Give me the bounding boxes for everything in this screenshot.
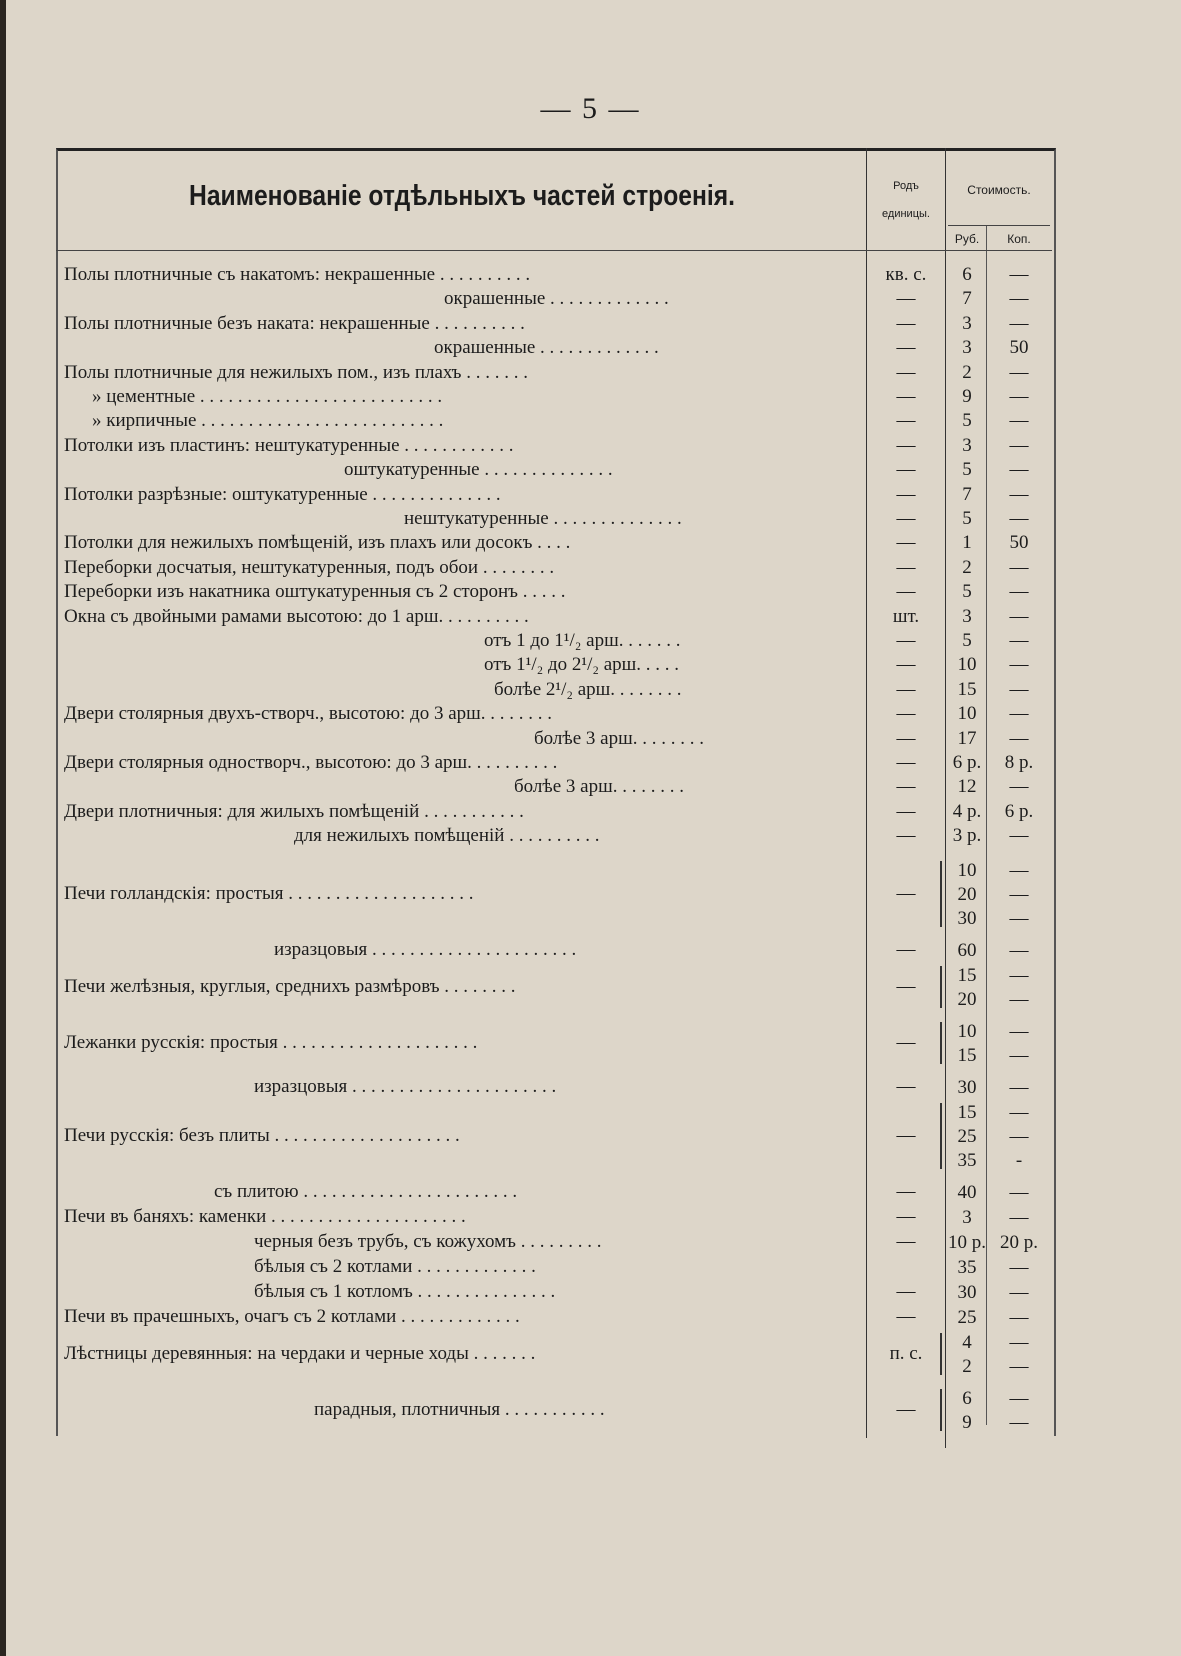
row-rub: 4 р. (952, 800, 982, 822)
row-description: Печи голландскія: простыя . . . . . . . . . . . . . . . . . . . . (64, 883, 474, 905)
row-description: Печи въ прачешныхъ, очагъ съ 2 котлами . . . . . . . . . . . . . (64, 1306, 520, 1328)
row-unit: — (896, 483, 916, 505)
row-rub: 7 (962, 288, 972, 310)
row-description: » кирпичные . . . . . . . . . . . . . . . . . . . . . . . . . . (92, 410, 444, 432)
row-unit: — (896, 312, 916, 334)
table-row (0, 1330, 1181, 1378)
row-kop: — (1009, 630, 1029, 651)
row-rub: 15 (957, 1101, 977, 1123)
row-rub: 3 (962, 337, 972, 359)
row-unit: — (896, 800, 916, 822)
table-row (0, 1280, 1181, 1304)
row-rub: 9 (962, 386, 972, 407)
row-kop: — (1009, 703, 1029, 725)
row-description: черныя безъ трубъ, съ кожухомъ . . . . . . . . . (254, 1231, 602, 1253)
row-description: » цементные . . . . . . . . . . . . . . . . . . . . . . . . . . (92, 386, 443, 407)
row-unit: — (896, 703, 916, 725)
row-rub: 3 (962, 312, 972, 334)
row-unit: — (896, 825, 916, 847)
table-row (0, 1180, 1181, 1204)
row-description: отъ 1¹/₂ до 2¹/₂ арш. . . . . (484, 654, 680, 676)
unit-header-line-1: Родъ (893, 180, 919, 192)
table-row (0, 262, 1181, 287)
row-rub: 35 (957, 1149, 977, 1171)
row-kop: — (1009, 556, 1029, 578)
row-kop: — (1009, 1125, 1029, 1147)
row-unit: — (896, 1231, 916, 1253)
row-rub: 30 (957, 1281, 977, 1303)
row-kop: — (1009, 776, 1029, 798)
row-rub: 25 (957, 1125, 977, 1147)
row-kop: — (1009, 1101, 1029, 1123)
row-description: Окна съ двойными рамами высотою: до 1 арш. . . . . . . . . . (64, 605, 529, 627)
table-row (0, 1075, 1181, 1099)
row-kop: — (1009, 1044, 1029, 1066)
row-kop: — (1009, 883, 1029, 905)
row-unit: — (896, 581, 916, 603)
table-row (0, 823, 1181, 848)
row-rub: 2 (962, 361, 972, 383)
row-rub: 5 (962, 410, 972, 432)
table-row (0, 311, 1181, 336)
row-rub: 12 (957, 776, 977, 798)
row-kop: — (1009, 939, 1029, 961)
row-rub: 9 (962, 1411, 972, 1433)
row-unit: — (896, 532, 916, 554)
table-row (0, 433, 1181, 458)
row-description: окрашенные . . . . . . . . . . . . . (434, 337, 659, 359)
row-kop: — (1009, 988, 1029, 1010)
row-kop: — (1009, 361, 1029, 383)
row-unit: — (896, 288, 916, 310)
row-unit: — (896, 1076, 916, 1098)
row-rub: 3 (962, 1206, 972, 1228)
row-kop: — (1009, 386, 1029, 407)
row-rub: 60 (957, 939, 977, 961)
value-brace (940, 1389, 948, 1431)
table-row (0, 1386, 1181, 1434)
table-row (0, 1019, 1181, 1067)
table-row (0, 384, 1181, 409)
cost-column-header: Стоимость. (967, 183, 1031, 197)
table-row (0, 335, 1181, 360)
row-kop: — (1009, 1331, 1029, 1353)
rub-column-header: Руб. (954, 232, 980, 246)
row-unit: — (896, 1032, 916, 1054)
row-rub: 4 (962, 1331, 972, 1353)
row-unit: кв. с. (885, 264, 927, 285)
row-description: отъ 1 до 1¹/₂ арш. . . . . . . (484, 630, 681, 651)
row-description: Лежанки русскія: простыя . . . . . . . . . . . . . . . . . . . . . (64, 1032, 478, 1054)
row-rub: 10 (957, 1020, 977, 1042)
row-rub: 15 (957, 1044, 977, 1066)
row-description: Печи желѣзныя, круглыя, среднихъ размѣровъ . . . . . . . . (64, 976, 516, 998)
row-kop: — (1009, 727, 1029, 749)
table-row (0, 579, 1181, 604)
row-unit: — (896, 508, 916, 529)
row-description: Печи въ баняхъ: каменки . . . . . . . . . . . . . . . . . . . . . (64, 1206, 466, 1228)
table-row (0, 799, 1181, 824)
row-description: Лѣстницы деревянныя: на чердаки и черные ходы . . . . . . . (64, 1343, 536, 1365)
cost-subheader-rule (948, 225, 1050, 226)
row-rub: 20 (957, 883, 977, 905)
row-rub: 10 (957, 859, 977, 881)
table-row (0, 457, 1181, 482)
row-description: Полы плотничные для нежилыхъ пом., изъ плахъ . . . . . . . (64, 361, 528, 383)
row-rub: 10 (957, 654, 977, 676)
row-description: Потолки для нежилыхъ помѣщеній, изъ плахъ или досокъ . . . . (64, 532, 571, 554)
row-unit: — (896, 434, 916, 456)
value-brace (940, 861, 948, 927)
row-unit: — (896, 630, 916, 651)
row-unit: — (896, 337, 916, 359)
row-rub: 6 р. (952, 752, 982, 773)
row-kop: — (1009, 1306, 1029, 1328)
row-kop: — (1009, 434, 1029, 456)
row-rub: 1 (962, 532, 972, 554)
row-rub: 6 (962, 264, 972, 285)
row-description: Полы плотничные безъ наката: некрашенные . . . . . . . . . . (64, 312, 525, 334)
row-description: Потолки изъ пластинъ: нештукатуренные . . . . . . . . . . . . (64, 434, 514, 456)
page-number: — 5 — (540, 92, 641, 125)
value-brace (940, 1333, 948, 1375)
table-row (0, 360, 1181, 385)
row-kop: — (1009, 581, 1029, 603)
row-unit: — (896, 1181, 916, 1203)
row-kop: — (1009, 678, 1029, 700)
value-brace (940, 1022, 948, 1064)
row-kop: — (1009, 654, 1029, 676)
table-row (0, 726, 1181, 751)
row-unit: — (896, 654, 916, 676)
row-kop: — (1009, 508, 1029, 529)
row-rub: 5 (962, 508, 972, 529)
row-rub: 15 (957, 678, 977, 700)
table-row (0, 938, 1181, 962)
row-unit: п. с. (889, 1343, 923, 1365)
row-description: Переборки досчатыя, нештукатуренныя, подъ обои . . . . . . . . (64, 556, 555, 578)
row-kop: 8 р. (1004, 752, 1034, 773)
row-description: бѣлыя съ 2 котлами . . . . . . . . . . . . . (254, 1256, 536, 1278)
row-rub: 10 р. (948, 1231, 986, 1253)
row-kop: — (1009, 1206, 1029, 1228)
row-rub: 3 р. (952, 825, 982, 847)
row-kop: — (1009, 825, 1029, 847)
row-description: бѣлыя съ 1 котломъ . . . . . . . . . . . . . . . (254, 1281, 556, 1303)
row-kop: — (1009, 483, 1029, 505)
table-row (0, 963, 1181, 1011)
row-kop: — (1009, 1281, 1029, 1303)
row-rub: 40 (957, 1181, 977, 1203)
row-rub: 15 (957, 964, 977, 986)
row-unit: — (896, 752, 916, 773)
row-unit: — (896, 727, 916, 749)
row-rub: 20 (957, 988, 977, 1010)
table-row (0, 1305, 1181, 1329)
table-row (0, 774, 1181, 799)
row-description: болѣе 3 арш. . . . . . . . (514, 776, 684, 798)
row-rub: 5 (962, 630, 972, 651)
table-row (0, 482, 1181, 507)
table-row (0, 1255, 1181, 1279)
row-description: Двери плотничныя: для жилыхъ помѣщеній . . . . . . . . . . . (64, 800, 524, 822)
row-rub: 17 (957, 727, 977, 749)
row-kop: — (1009, 312, 1029, 334)
row-description: Печи русскія: безъ плиты . . . . . . . . . . . . . . . . . . . . (64, 1125, 460, 1147)
row-rub: 3 (962, 434, 972, 456)
row-description: изразцовыя . . . . . . . . . . . . . . . . . . . . . . (254, 1076, 557, 1098)
row-kop: — (1009, 1256, 1029, 1278)
row-kop: — (1009, 859, 1029, 881)
table-row (0, 1100, 1181, 1172)
row-rub: 10 (957, 703, 977, 725)
row-description: нештукатуренные . . . . . . . . . . . . . . (404, 508, 682, 529)
row-unit: — (896, 1125, 916, 1147)
row-rub: 7 (962, 483, 972, 505)
row-kop: — (1009, 605, 1029, 627)
row-rub: 6 (962, 1387, 972, 1409)
table-row (0, 750, 1181, 775)
row-unit: шт. (892, 605, 920, 627)
row-kop: — (1009, 264, 1029, 285)
value-brace (940, 1103, 948, 1169)
row-unit: — (896, 1306, 916, 1328)
row-description: для нежилыхъ помѣщеній . . . . . . . . . . (294, 825, 600, 847)
row-rub: 25 (957, 1306, 977, 1328)
row-description: Двери столярныя одностворч., высотою: до 3 арш. . . . . . . . . . (64, 752, 558, 773)
row-rub: 3 (962, 605, 972, 627)
row-unit: — (896, 386, 916, 407)
table-row (0, 1230, 1181, 1254)
table-row (0, 555, 1181, 580)
table-row (0, 506, 1181, 531)
row-kop: 20 р. (1000, 1231, 1038, 1253)
row-kop: — (1009, 964, 1029, 986)
row-description: Переборки изъ накатника оштукатуренныя съ 2 сторонъ . . . . . (64, 581, 566, 603)
row-description: Потолки разрѣзные: оштукатуренные . . . . . . . . . . . . . . (64, 483, 501, 505)
row-rub: 35 (957, 1256, 977, 1278)
row-kop: — (1009, 1355, 1029, 1377)
row-rub: 5 (962, 581, 972, 603)
row-description: окрашенные . . . . . . . . . . . . . (444, 288, 669, 310)
row-kop: 6 р. (1004, 800, 1034, 822)
row-kop: — (1009, 1411, 1029, 1433)
row-kop: — (1009, 459, 1029, 481)
row-rub: 5 (962, 459, 972, 481)
unit-column-header (866, 175, 946, 225)
row-kop: — (1009, 1387, 1029, 1409)
row-description: съ плитою . . . . . . . . . . . . . . . . . . . . . . . (214, 1181, 518, 1203)
row-unit: — (896, 361, 916, 383)
row-rub: 30 (957, 907, 977, 929)
table-row (0, 652, 1181, 677)
kop-column-header: Коп. (1007, 232, 1031, 246)
row-unit: — (896, 976, 916, 998)
unit-header-line-2: единицы. (882, 208, 930, 220)
table-row (0, 286, 1181, 311)
table-row (0, 1205, 1181, 1229)
row-description: изразцовыя . . . . . . . . . . . . . . . . . . . . . . (274, 939, 577, 961)
row-kop: — (1009, 1076, 1029, 1098)
table-row (0, 408, 1181, 433)
row-rub: 2 (962, 1355, 972, 1377)
value-brace (940, 966, 948, 1008)
table-row (0, 530, 1181, 555)
table-row (0, 858, 1181, 930)
row-kop: — (1009, 1181, 1029, 1203)
row-unit: — (896, 776, 916, 798)
row-kop: — (1009, 410, 1029, 432)
row-unit: — (896, 556, 916, 578)
row-unit: — (896, 459, 916, 481)
row-description: парадныя, плотничныя . . . . . . . . . . . (314, 1399, 605, 1421)
row-description: Полы плотничные съ накатомъ: некрашенные . . . . . . . . . . (64, 264, 531, 285)
row-kop: - (1015, 1149, 1023, 1171)
table-row (0, 677, 1181, 702)
row-kop: — (1009, 907, 1029, 929)
row-description: оштукатуренные . . . . . . . . . . . . . . (344, 459, 613, 481)
row-unit: — (896, 883, 916, 905)
table-row (0, 604, 1181, 629)
row-unit: — (896, 939, 916, 961)
table-row (0, 701, 1181, 726)
row-description: болѣе 3 арш. . . . . . . . (534, 727, 704, 749)
row-unit: — (896, 410, 916, 432)
row-unit: — (896, 1399, 916, 1421)
row-kop: — (1009, 288, 1029, 310)
row-kop: 50 (1009, 532, 1029, 554)
row-unit: — (896, 1281, 916, 1303)
row-kop: 50 (1009, 337, 1029, 359)
row-rub: 30 (957, 1076, 977, 1098)
row-unit: — (896, 1206, 916, 1228)
table-title: Наименованіе отдѣльныхъ частей строенія. (189, 180, 735, 212)
row-kop: — (1009, 1020, 1029, 1042)
row-unit: — (896, 678, 916, 700)
row-description: Двери столярныя двухъ-створч., высотою: до 3 арш. . . . . . . . (64, 703, 553, 725)
row-rub: 2 (962, 556, 972, 578)
table-row (0, 628, 1181, 653)
row-description: болѣе 2¹/₂ арш. . . . . . . . (494, 678, 682, 700)
header-rule (56, 250, 1052, 251)
